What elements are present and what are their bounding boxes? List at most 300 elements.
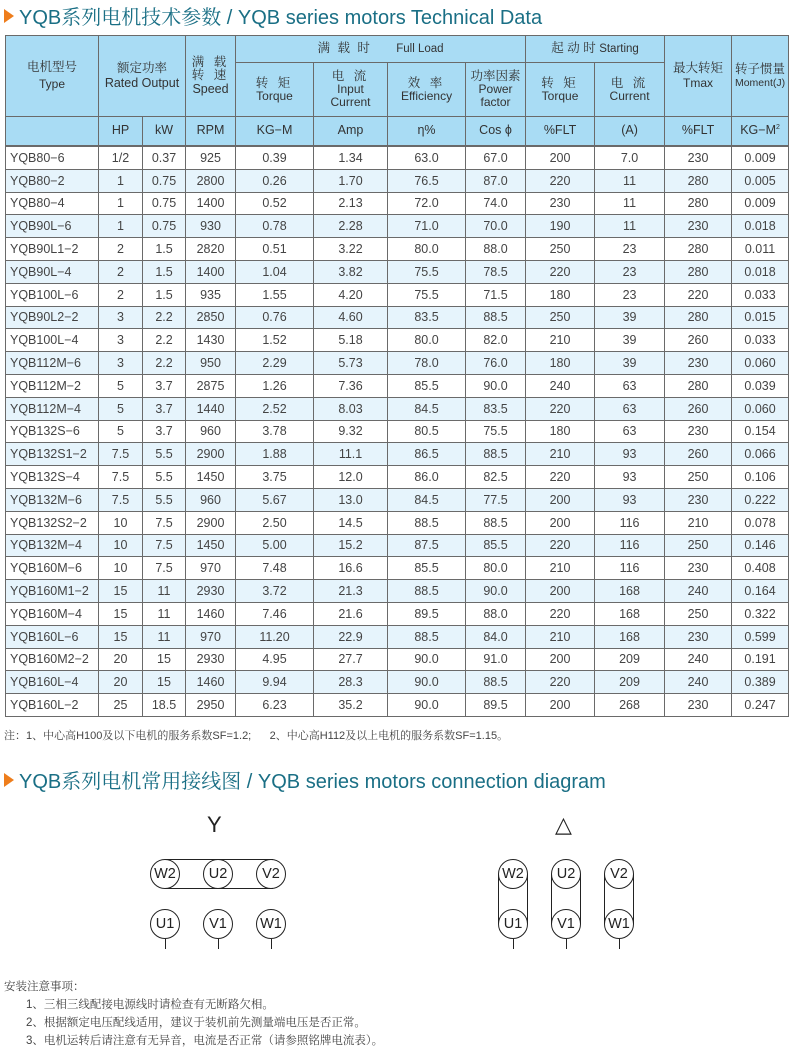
terminal-U1: U1: [498, 909, 528, 939]
table-cell: 200: [526, 488, 595, 511]
table-cell: 93: [595, 466, 665, 489]
header-speed: [186, 36, 236, 117]
header-starting: [526, 36, 665, 63]
table-cell: 240: [665, 580, 732, 603]
unit-cell: [236, 117, 314, 147]
table-cell: 280: [665, 238, 732, 261]
table-cell: 1400: [186, 192, 236, 215]
table-cell: 63.0: [388, 146, 466, 169]
table-cell: 260: [665, 443, 732, 466]
table-cell: 2.52: [236, 397, 314, 420]
table-cell: 260: [665, 397, 732, 420]
table-row: [6, 557, 789, 580]
terminal-V1: V1: [551, 909, 581, 939]
table-cell: 0.009: [732, 146, 789, 169]
table-row: [6, 397, 789, 420]
table-cell: 200: [526, 648, 595, 671]
table-cell: 0.154: [732, 420, 789, 443]
table-cell: 2930: [186, 580, 236, 603]
motor-type-cell: YQB80−2: [6, 169, 99, 192]
table-cell: 1.70: [314, 169, 388, 192]
header-speed-cn2: 转 速: [191, 68, 230, 83]
terminal-V1: V1: [203, 909, 233, 939]
header-pf-en1: Power: [478, 82, 513, 97]
table-cell: 88.0: [466, 238, 526, 261]
units-row: [6, 117, 789, 147]
table-cell: 0.164: [732, 580, 789, 603]
table-cell: 0.018: [732, 215, 789, 238]
table-row: [6, 443, 789, 466]
table-cell: 180: [526, 283, 595, 306]
header-st-torque-en: Torque: [541, 88, 579, 103]
table-cell: 88.5: [466, 671, 526, 694]
table-cell: 11: [595, 169, 665, 192]
table-cell: 220: [526, 466, 595, 489]
table-cell: 82.0: [466, 329, 526, 352]
table-row: [6, 602, 789, 625]
header-moment: [732, 36, 789, 117]
header-moment-en: Moment(J): [734, 77, 786, 90]
unit-label: KG−M: [740, 123, 776, 138]
table-cell: 1.52: [236, 329, 314, 352]
table-row: [6, 215, 789, 238]
table-cell: 9.32: [314, 420, 388, 443]
table-cell: 7.5: [99, 488, 143, 511]
table-cell: 230: [665, 215, 732, 238]
table-cell: 220: [526, 534, 595, 557]
table-cell: 0.408: [732, 557, 789, 580]
header-full-load-en: Full Load: [396, 43, 444, 56]
table-cell: 280: [665, 260, 732, 283]
motor-type-cell: YQB132S−6: [6, 420, 99, 443]
table-cell: 63: [595, 420, 665, 443]
table-cell: 7.36: [314, 374, 388, 397]
header-pf-cn: 功率因素: [470, 69, 521, 84]
table-cell: 0.75: [143, 192, 186, 215]
table-cell: 180: [526, 352, 595, 375]
table-cell: 2900: [186, 443, 236, 466]
table-cell: 3.75: [236, 466, 314, 489]
table-cell: 35.2: [314, 694, 388, 717]
table-cell: 11: [143, 580, 186, 603]
table-cell: 88.5: [466, 306, 526, 329]
table-row: [6, 329, 789, 352]
table-cell: 80.0: [466, 557, 526, 580]
table-cell: 90.0: [388, 671, 466, 694]
section-title-text: YQB系列电机常用接线图 / YQB series motors connection diagram: [19, 771, 606, 793]
table-row: [6, 694, 789, 717]
motor-type-cell: YQB132S−4: [6, 466, 99, 489]
header-current-en1: Input: [337, 82, 364, 97]
table-cell: 83.5: [388, 306, 466, 329]
table-cell: 75.5: [388, 260, 466, 283]
installation-note-item: 3、电机运转后请注意有无异音，电流是否正常（请参照铭牌电流表）。: [26, 1035, 384, 1047]
table-cell: 85.5: [388, 374, 466, 397]
table-row: [6, 306, 789, 329]
table-cell: 2: [99, 260, 143, 283]
table-cell: 230: [665, 625, 732, 648]
table-cell: 240: [665, 671, 732, 694]
service-factor-note: 注：1、中心高H100及以下电机的服务系数SF=1.2; 2、中心高H112及以上电机的服务系数SF=1.15。: [4, 730, 509, 742]
table-cell: 63: [595, 374, 665, 397]
table-cell: 230: [665, 146, 732, 169]
table-cell: 0.76: [236, 306, 314, 329]
unit-cell: [732, 117, 789, 147]
unit-label: KG−M: [256, 123, 293, 138]
table-cell: 4.95: [236, 648, 314, 671]
table-cell: 0.033: [732, 329, 789, 352]
table-cell: 0.75: [143, 215, 186, 238]
table-cell: 13.0: [314, 488, 388, 511]
unit-label: RPM: [196, 123, 225, 138]
table-cell: 3.7: [143, 374, 186, 397]
table-cell: 67.0: [466, 146, 526, 169]
header-rated-output: [99, 36, 186, 117]
table-cell: 210: [526, 557, 595, 580]
table-cell: 15: [143, 671, 186, 694]
table-cell: 0.222: [732, 488, 789, 511]
table-cell: 86.0: [388, 466, 466, 489]
header-speed-en: Speed: [192, 81, 229, 96]
table-cell: 15: [99, 602, 143, 625]
header-rated-en: Rated Output: [104, 76, 180, 90]
motor-type-cell: YQB160M1−2: [6, 580, 99, 603]
triangle-bullet-icon: [4, 773, 14, 787]
terminal-V2: V2: [256, 859, 286, 889]
table-cell: 84.5: [388, 488, 466, 511]
table-cell: 1460: [186, 602, 236, 625]
table-cell: 2930: [186, 648, 236, 671]
table-cell: 280: [665, 192, 732, 215]
table-cell: 71.0: [388, 215, 466, 238]
header-eff-cn: 效 率: [407, 75, 446, 90]
table-row: [6, 374, 789, 397]
table-cell: 90.0: [388, 648, 466, 671]
table-cell: 23: [595, 260, 665, 283]
header-torque: [236, 63, 314, 117]
table-cell: 2.28: [314, 215, 388, 238]
unit-label: %FLT: [543, 123, 577, 138]
table-cell: 7.48: [236, 557, 314, 580]
table-cell: 116: [595, 534, 665, 557]
table-cell: 1: [99, 169, 143, 192]
table-cell: 0.066: [732, 443, 789, 466]
table-cell: 0.018: [732, 260, 789, 283]
table-cell: 2.2: [143, 306, 186, 329]
table-cell: 0.005: [732, 169, 789, 192]
motor-type-cell: YQB160L−2: [6, 694, 99, 717]
table-cell: 960: [186, 488, 236, 511]
lead-V1: [218, 939, 219, 949]
table-cell: 80.5: [388, 420, 466, 443]
header-st-current-cn: 电 流: [610, 75, 649, 90]
unit-cell: [665, 117, 732, 147]
table-cell: 8.03: [314, 397, 388, 420]
table-cell: 93: [595, 488, 665, 511]
table-cell: 0.247: [732, 694, 789, 717]
table-cell: 0.039: [732, 374, 789, 397]
table-cell: 1.34: [314, 146, 388, 169]
table-cell: 2: [99, 283, 143, 306]
motor-type-cell: YQB90L2−2: [6, 306, 99, 329]
motor-type-cell: YQB112M−4: [6, 397, 99, 420]
table-cell: 7.5: [99, 466, 143, 489]
table-cell: 210: [526, 443, 595, 466]
table-cell: 0.39: [236, 146, 314, 169]
table-cell: 5.5: [143, 466, 186, 489]
table-cell: 91.0: [466, 648, 526, 671]
header-type-en: Type: [38, 77, 65, 92]
table-cell: 2875: [186, 374, 236, 397]
header-type: [6, 36, 99, 117]
table-cell: 15: [99, 625, 143, 648]
table-cell: 1440: [186, 397, 236, 420]
table-cell: 11.20: [236, 625, 314, 648]
table-cell: 0.015: [732, 306, 789, 329]
table-cell: 0.75: [143, 169, 186, 192]
table-cell: 80.0: [388, 238, 466, 261]
table-cell: 0.26: [236, 169, 314, 192]
table-cell: 10: [99, 557, 143, 580]
table-cell: 970: [186, 557, 236, 580]
table-cell: 116: [595, 557, 665, 580]
table-cell: 5.5: [143, 443, 186, 466]
table-cell: 260: [665, 329, 732, 352]
header-starting-en: Starting: [599, 43, 639, 56]
table-cell: 240: [665, 648, 732, 671]
table-cell: 925: [186, 146, 236, 169]
table-cell: 7.46: [236, 602, 314, 625]
table-cell: 3.22: [314, 238, 388, 261]
header-eff-en: Efficiency: [400, 88, 453, 103]
table-cell: 23: [595, 238, 665, 261]
motor-type-cell: YQB90L−4: [6, 260, 99, 283]
unit-label: %FLT: [681, 123, 715, 138]
table-cell: 2800: [186, 169, 236, 192]
table-row: [6, 192, 789, 215]
table-row: [6, 580, 789, 603]
delta-link-1-right: [527, 874, 528, 924]
table-cell: 0.389: [732, 671, 789, 694]
lead-V1: [566, 939, 567, 949]
unit-cell: [595, 117, 665, 147]
table-cell: 74.0: [466, 192, 526, 215]
table-cell: 230: [526, 192, 595, 215]
table-cell: 2900: [186, 511, 236, 534]
table-cell: 84.0: [466, 625, 526, 648]
table-cell: 1.26: [236, 374, 314, 397]
lead-U1: [165, 939, 166, 949]
table-cell: 71.5: [466, 283, 526, 306]
header-tmax: [665, 36, 732, 117]
table-cell: 78.5: [466, 260, 526, 283]
table-cell: 10: [99, 534, 143, 557]
table-cell: 210: [526, 329, 595, 352]
header-tmax-en: Tmax: [683, 76, 714, 91]
motor-type-cell: YQB132M−4: [6, 534, 99, 557]
table-cell: 1400: [186, 260, 236, 283]
terminal-W1: W1: [604, 909, 634, 939]
table-cell: 5.5: [143, 488, 186, 511]
table-cell: 2.29: [236, 352, 314, 375]
table-cell: 23: [595, 283, 665, 306]
table-cell: 80.0: [388, 329, 466, 352]
table-cell: 180: [526, 420, 595, 443]
header-speed-cn1: 满 载: [191, 55, 230, 70]
table-cell: 39: [595, 306, 665, 329]
table-row: [6, 169, 789, 192]
unit-label: (A): [621, 123, 638, 138]
header-tmax-cn: 最大转矩: [673, 61, 724, 76]
table-cell: 1/2: [99, 146, 143, 169]
table-cell: 0.078: [732, 511, 789, 534]
table-cell: 0.033: [732, 283, 789, 306]
table-cell: 1: [99, 192, 143, 215]
motor-type-cell: YQB132M−6: [6, 488, 99, 511]
header-rated-cn: 额定功率: [117, 60, 168, 75]
table-cell: 2: [99, 238, 143, 261]
section-title-technical-data: [4, 1, 542, 30]
table-cell: 87.5: [388, 534, 466, 557]
unit-cell: [526, 117, 595, 147]
table-cell: 209: [595, 648, 665, 671]
table-cell: 2.2: [143, 352, 186, 375]
table-cell: 3.78: [236, 420, 314, 443]
table-cell: 20: [99, 648, 143, 671]
header-starting-cn: 起 动 时: [551, 41, 596, 56]
table-row: [6, 488, 789, 511]
table-cell: 0.060: [732, 397, 789, 420]
table-cell: 230: [665, 557, 732, 580]
unit-superscript: 2: [775, 124, 780, 132]
header-power-factor: [466, 63, 526, 117]
table-row: [6, 511, 789, 534]
table-cell: 18.5: [143, 694, 186, 717]
section-title-text: YQB系列电机技术参数 / YQB series motors Technical Data: [19, 7, 543, 29]
table-cell: 85.5: [388, 557, 466, 580]
table-cell: 14.5: [314, 511, 388, 534]
table-cell: 84.5: [388, 397, 466, 420]
table-row: [6, 625, 789, 648]
table-cell: 250: [665, 466, 732, 489]
table-cell: 90.0: [388, 694, 466, 717]
table-cell: 200: [526, 694, 595, 717]
table-row: [6, 238, 789, 261]
table-cell: 250: [526, 238, 595, 261]
unit-cell: [143, 117, 186, 147]
table-cell: 3: [99, 352, 143, 375]
table-cell: 970: [186, 625, 236, 648]
table-cell: 27.7: [314, 648, 388, 671]
table-cell: 63: [595, 397, 665, 420]
unit-label: Amp: [337, 123, 364, 138]
header-full-load: [236, 36, 526, 63]
table-cell: 5.18: [314, 329, 388, 352]
header-full-load-cn: 满 载 时: [317, 41, 372, 56]
table-cell: 16.6: [314, 557, 388, 580]
table-cell: 210: [665, 511, 732, 534]
table-cell: 0.37: [143, 146, 186, 169]
table-cell: 9.94: [236, 671, 314, 694]
table-cell: 15: [99, 580, 143, 603]
header-starting-torque: [526, 63, 595, 117]
unit-label: η%: [417, 123, 436, 138]
header-current-en2: Current: [330, 95, 371, 110]
table-cell: 11.1: [314, 443, 388, 466]
motor-type-cell: YQB80−4: [6, 192, 99, 215]
header-input-current: [314, 63, 388, 117]
table-cell: 86.5: [388, 443, 466, 466]
table-row: [6, 283, 789, 306]
table-cell: 210: [526, 625, 595, 648]
table-cell: 72.0: [388, 192, 466, 215]
table-cell: 75.5: [388, 283, 466, 306]
motor-type-cell: YQB160L−4: [6, 671, 99, 694]
lead-U1: [513, 939, 514, 949]
table-cell: 93: [595, 443, 665, 466]
table-cell: 5: [99, 420, 143, 443]
table-cell: 85.5: [466, 534, 526, 557]
table-cell: 960: [186, 420, 236, 443]
installation-note-item: 2、根据额定电压配线适用，建议于装机前先测量端电压是否正常。: [26, 1017, 366, 1029]
table-cell: 0.78: [236, 215, 314, 238]
table-row: [6, 260, 789, 283]
table-cell: 3: [99, 329, 143, 352]
table-cell: 0.106: [732, 466, 789, 489]
unit-cell: [466, 117, 526, 147]
table-cell: 1.5: [143, 283, 186, 306]
table-cell: 75.5: [466, 420, 526, 443]
table-cell: 11: [595, 215, 665, 238]
header-st-current-en: Current: [609, 88, 650, 103]
table-cell: 88.5: [466, 443, 526, 466]
table-cell: 240: [526, 374, 595, 397]
table-cell: 2850: [186, 306, 236, 329]
table-cell: 11: [143, 625, 186, 648]
motor-type-cell: YQB100L−6: [6, 283, 99, 306]
motor-type-cell: YQB112M−2: [6, 374, 99, 397]
table-cell: 2950: [186, 694, 236, 717]
star-label: Y: [207, 812, 222, 837]
table-cell: 250: [665, 602, 732, 625]
table-cell: 2.13: [314, 192, 388, 215]
table-cell: 935: [186, 283, 236, 306]
table-cell: 930: [186, 215, 236, 238]
unit-cell: [314, 117, 388, 147]
table-cell: 5.00: [236, 534, 314, 557]
unit-type: [6, 117, 99, 147]
table-cell: 190: [526, 215, 595, 238]
table-cell: 1450: [186, 466, 236, 489]
table-cell: 88.5: [466, 511, 526, 534]
motor-type-cell: YQB100L−4: [6, 329, 99, 352]
table-cell: 7.5: [99, 443, 143, 466]
section-title-connection-diagram: [4, 765, 606, 794]
installation-note-item: 1、三相三线配接电源线时请检查有无断路欠相。: [26, 999, 274, 1011]
unit-label: Cos ϕ: [479, 123, 512, 138]
lead-W1: [619, 939, 620, 949]
table-cell: 88.5: [388, 625, 466, 648]
table-row: [6, 466, 789, 489]
header-efficiency: [388, 63, 466, 117]
table-row: [6, 648, 789, 671]
triangle-bullet-icon: [4, 9, 14, 23]
unit-cell: [99, 117, 143, 147]
table-cell: 2.50: [236, 511, 314, 534]
table-cell: 950: [186, 352, 236, 375]
motor-type-cell: YQB132S2−2: [6, 511, 99, 534]
table-cell: 200: [526, 580, 595, 603]
